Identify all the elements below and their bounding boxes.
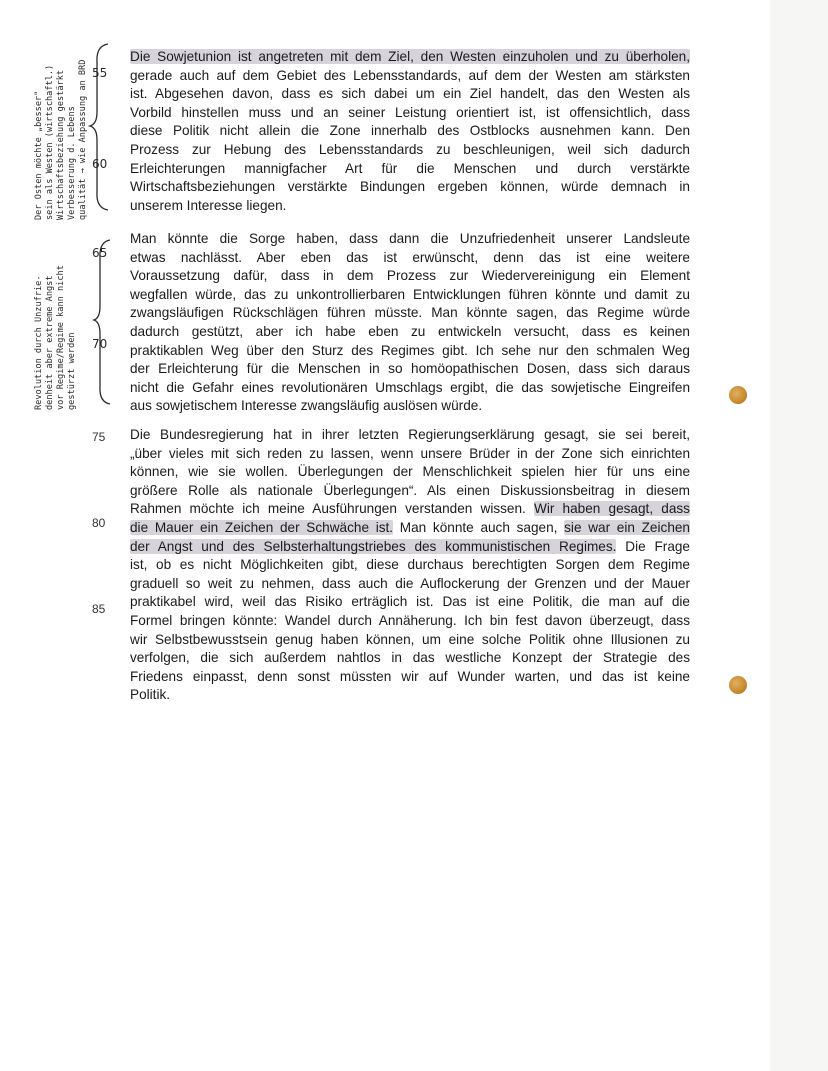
punch-hole <box>729 386 747 404</box>
paragraph-2 <box>130 230 690 416</box>
margin-note-line: Verbesserung d. Lebens <box>67 106 77 220</box>
text-line <box>130 104 690 123</box>
text-line <box>130 67 690 86</box>
text-line <box>130 197 690 216</box>
text-line <box>130 48 690 67</box>
margin-note-line: denheit aber extreme Angst <box>45 275 55 410</box>
text-line <box>130 360 690 379</box>
text-line <box>130 342 690 361</box>
text-segment: praktikablen Weg über den Sturz des Regimes gibt. Ich sehe nur den schmalen Weg <box>130 342 690 358</box>
text-segment: können, wie sie wollen. Überlegungen der Menschlichkeit spielen hier für uns eine <box>130 464 690 480</box>
text-segment: Vorbild hinstellen muss und an seiner Leistung orientiert ist, ist offensichtlich, dass <box>130 104 690 120</box>
margin-note-line: sein als Westen (wirtschaftl.) <box>45 64 55 220</box>
text-segment: Wirtschaftsbeziehungen verstärkte Bindungen ergeben können, würde demnach in <box>130 179 690 195</box>
text-segment: Rahmen möchte ich meine Ausführungen verstanden wissen. <box>130 501 534 517</box>
text-line <box>130 141 690 160</box>
line-number: 80 <box>92 516 106 530</box>
text-line <box>130 160 690 179</box>
text-segment: ist, ob es nicht Möglichkeiten gibt, diese durchaus berechtigten Sorgen dem Regime <box>130 557 690 573</box>
text-line <box>130 323 690 342</box>
line-number: 85 <box>92 602 106 616</box>
text-segment: nicht die Gefahr eines revolutionären Umschlags ergibt, die das sowjetische Eingreifen <box>130 379 690 395</box>
text-segment: wir Selbstbewusstsein genug haben können, um eine solche Politik ohne Illusionen zu <box>130 631 690 647</box>
text-segment: ist. Abgesehen davon, dass es sich dabei um ein Ziel handelt, das den Westen als <box>130 86 690 102</box>
highlighted-text: die Mauer ein Zeichen der Schwäche ist. <box>130 519 394 535</box>
margin-brace-2 <box>92 238 116 406</box>
margin-note-line: Revolution durch Unzufrie- <box>34 275 44 410</box>
margin-note-2 <box>34 265 78 410</box>
text-line <box>130 519 690 538</box>
text-line <box>130 426 690 445</box>
highlighted-text: sie war ein Zeichen <box>564 519 690 535</box>
text-line <box>130 178 690 197</box>
text-line <box>130 286 690 305</box>
margin-note-line: gestürzt werden <box>67 332 77 410</box>
text-segment: diese Politik nicht allein die Zone innerhalb des Ostblocks ausnehmen kann. Den <box>130 123 690 139</box>
text-segment: größere Rolle als nationale Überlegungen“. Als einen Diskussionsbeitrag in diesem <box>130 482 690 498</box>
line-number: 60 <box>92 157 108 171</box>
text-line <box>130 668 690 687</box>
text-line <box>130 304 690 323</box>
text-segment: Man könnte auch sagen, <box>393 519 565 535</box>
text-segment: dadurch gestützt, aber ich habe eben zu entwickeln versucht, dass es keinen <box>130 323 690 339</box>
text-segment: gerade auch auf dem Gebiet des Lebensstandards, auf dem der Westen am stärksten <box>130 67 690 83</box>
text-line <box>130 538 690 557</box>
highlighted-text: Wir haben gesagt, dass <box>534 501 690 517</box>
line-number: 65 <box>92 246 108 260</box>
text-line <box>130 631 690 650</box>
text-line <box>130 556 690 575</box>
text-line <box>130 85 690 104</box>
text-line <box>130 445 690 464</box>
line-number: 55 <box>92 66 108 80</box>
text-line <box>130 649 690 668</box>
text-segment: Friedens einpasst, denn sonst müssten wir auf Wunder warten, und das ist keine <box>130 668 690 684</box>
text-segment: verfolgen, die sich außerdem nahtlos in das westliche Konzept der Strategie des <box>130 650 690 666</box>
text-segment: Erleichterungen mannigfacher Art für die Menschen und durch verstärkte <box>130 160 690 176</box>
text-line <box>130 397 690 416</box>
margin-note-line: vor Regime/Regime kann nicht <box>56 265 66 410</box>
text-segment: praktikabel wird, weil das Risiko erträglich ist. Das ist eine Politik, die man auf die <box>130 594 690 610</box>
text-segment: „über vieles mit sich reden zu lassen, wenn unsere Brüder in der Zone sich einrichten <box>130 445 690 461</box>
text-line <box>130 686 690 705</box>
text-line <box>130 575 690 594</box>
text-segment: Die Bundesregierung hat in ihrer letzten Regierungserklärung gesagt, sie sei bereit, <box>130 427 690 442</box>
margin-note-line: qualität → wie Anpassung an BRD <box>78 59 88 220</box>
paragraph-1 <box>130 48 690 215</box>
margin-note-line: Wirtschaftsbeziehung gestärkt <box>56 69 66 220</box>
highlighted-text: der Angst und des Selbsterhaltungstriebes des kommunistischen Regimes. <box>130 538 617 554</box>
highlighted-text: Die Sowjetunion ist angetreten mit dem Ziel, den Westen einzuholen und zu überholen, <box>130 49 690 64</box>
text-line <box>130 379 690 398</box>
text-segment: wegfallen würde, das zu unkontrollierbaren Entwicklungen führen könnte und damit zu <box>130 286 690 302</box>
text-segment: aus sowjetischem Interesse zwangsläufig auslösen würde. <box>130 398 483 414</box>
text-segment: der Erleichterung für die Menschen in so homöopathischen Dosen, dass sich daraus <box>130 361 690 377</box>
line-number: 70 <box>92 337 108 351</box>
paragraph-3 <box>130 426 690 705</box>
text-line <box>130 230 690 249</box>
text-line <box>130 612 690 631</box>
text-line <box>130 500 690 519</box>
text-segment: Prozess zur Hebung des Lebensstandards zu beschleunigen, weil sich dadurch <box>130 141 690 157</box>
text-segment: etwas nachlässt. Aber eben das ist erwünscht, denn das ist eine weitere <box>130 249 690 265</box>
text-segment: Voraussetzung dafür, dass in dem Prozess zur Wiedervereinigung ein Element <box>130 268 690 284</box>
margin-note-1 <box>34 60 89 220</box>
text-line <box>130 463 690 482</box>
line-number: 75 <box>92 430 106 444</box>
text-line <box>130 249 690 268</box>
text-line <box>130 593 690 612</box>
text-line <box>130 482 690 501</box>
text-segment: zwangsläufigen Rückschlägen führen müsste. Man könnte sagen, das Regime würde <box>130 305 690 321</box>
text-segment: unserem Interesse liegen. <box>130 197 287 213</box>
text-segment: graduell so weit zu nehmen, dass auch die Auflockerung der Grenzen und der Mauer <box>130 575 690 591</box>
text-segment: Formel bringen könnte: Wandel durch Annäherung. Ich bin fest davon überzeugt, dass <box>130 612 690 628</box>
text-line <box>130 267 690 286</box>
margin-note-line: Der Osten möchte „besser" <box>34 90 44 220</box>
punch-hole <box>729 676 747 694</box>
text-segment: Man könnte die Sorge haben, dass dann die Unzufriedenheit unserer Landsleute <box>130 231 690 246</box>
text-segment: Politik. <box>130 687 171 703</box>
text-segment: Die Frage <box>616 538 690 554</box>
text-line <box>130 122 690 141</box>
